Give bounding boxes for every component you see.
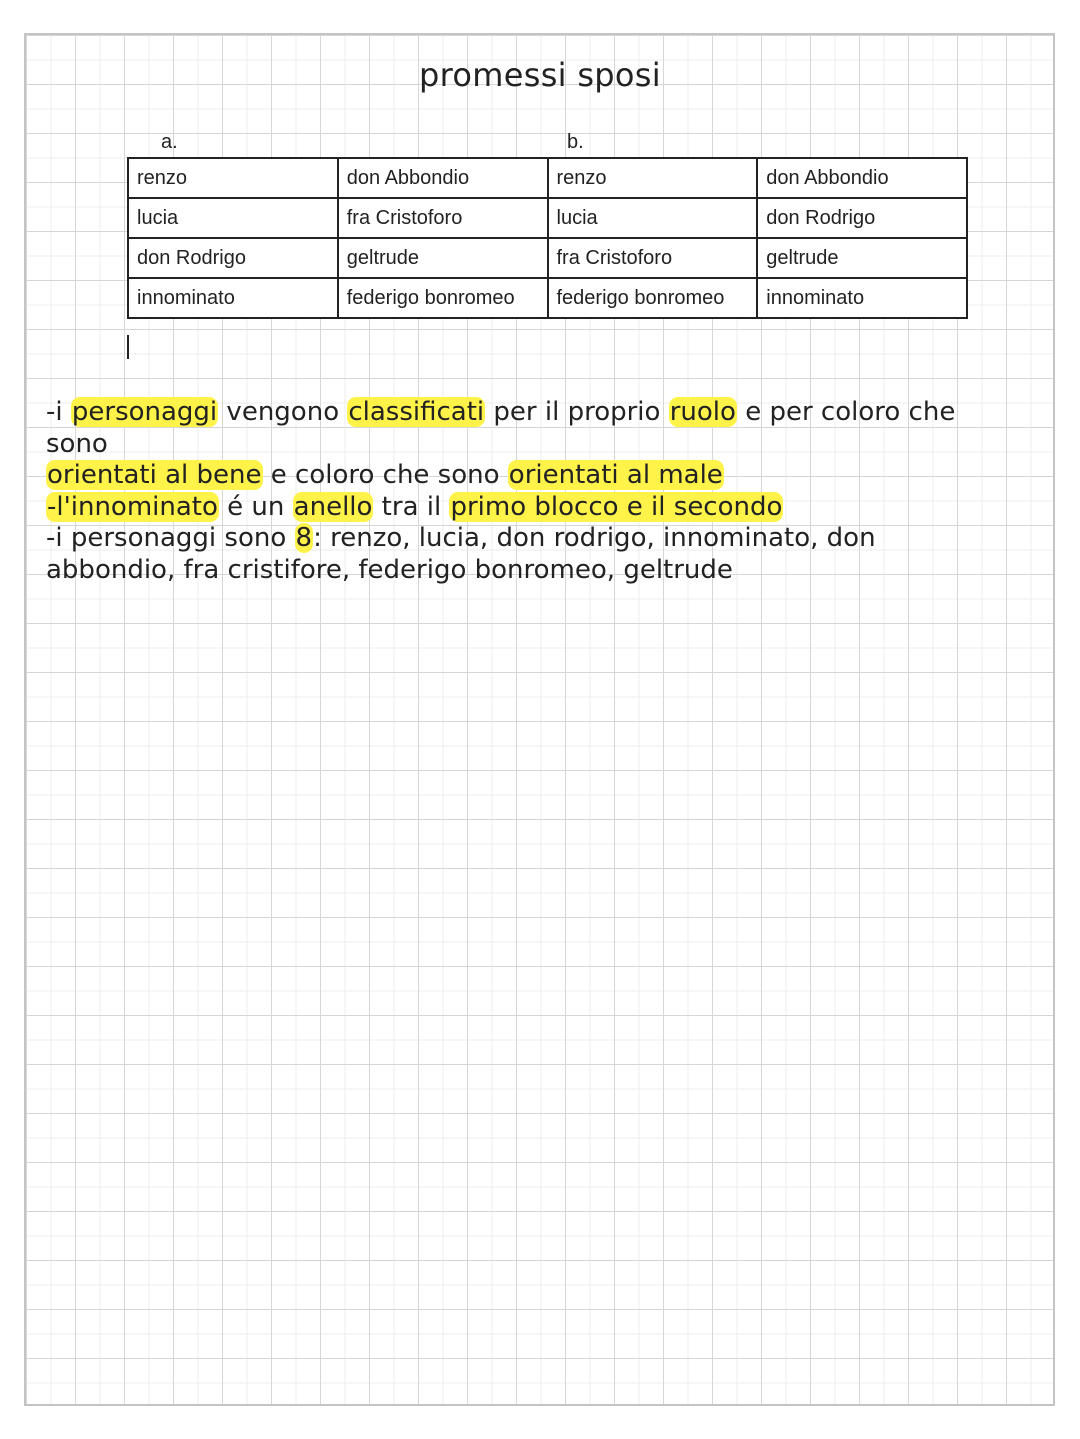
characters-table bbox=[127, 157, 968, 319]
note-line-2 bbox=[46, 460, 1006, 492]
highlighted-text: classificati bbox=[348, 397, 485, 427]
table-cell: don Rodrigo bbox=[128, 238, 338, 278]
table-cell: renzo bbox=[548, 158, 758, 198]
table-cell: renzo bbox=[128, 158, 338, 198]
note-text: tra il bbox=[373, 491, 450, 522]
highlighted-text: personaggi bbox=[71, 397, 218, 427]
table-row bbox=[128, 278, 967, 318]
highlighted-text: anello bbox=[293, 491, 373, 522]
note-text: e per coloro che sono bbox=[46, 397, 956, 459]
table-cell: lucia bbox=[548, 198, 758, 238]
table-cell: innominato bbox=[128, 278, 338, 318]
note-text: -i personaggi sono bbox=[46, 523, 295, 553]
note-line-4 bbox=[46, 523, 1006, 586]
notes-block bbox=[46, 397, 1006, 586]
note-text: é un bbox=[218, 491, 293, 522]
note-text: : renzo, lucia, don rodrigo, innominato, don abbondio, fra cristifore, federigo bonromeo, geltrude bbox=[46, 523, 876, 585]
table-row bbox=[128, 198, 967, 238]
table-row bbox=[128, 238, 967, 278]
table-stray-line bbox=[127, 335, 129, 359]
table-cell: fra Cristoforo bbox=[338, 198, 548, 238]
table-cell: federigo bonromeo bbox=[338, 278, 548, 318]
table-cell: geltrude bbox=[338, 238, 548, 278]
table-label-b: b. bbox=[567, 131, 584, 153]
table-row bbox=[128, 158, 967, 198]
highlighted-text: primo blocco e il secondo bbox=[450, 491, 783, 522]
highlighted-text: -l'innominato bbox=[47, 491, 218, 522]
table-cell: federigo bonromeo bbox=[548, 278, 758, 318]
note-text: -i bbox=[46, 397, 71, 427]
note-text: e coloro che sono bbox=[262, 460, 508, 490]
highlighted-text: orientati al bene bbox=[47, 460, 262, 490]
highlighted-text: ruolo bbox=[669, 397, 736, 427]
highlighted-text: orientati al male bbox=[508, 460, 723, 490]
note-line-3 bbox=[46, 492, 1006, 524]
table-label-a: a. bbox=[161, 131, 178, 153]
highlighted-text: 8 bbox=[295, 523, 313, 553]
table-cell: don Abbondio bbox=[757, 158, 967, 198]
note-text: per il proprio bbox=[485, 397, 669, 427]
note-line-1 bbox=[46, 397, 1006, 460]
table-cell: fra Cristoforo bbox=[548, 238, 758, 278]
table-cell: innominato bbox=[757, 278, 967, 318]
table-cell: lucia bbox=[128, 198, 338, 238]
page-title: promessi sposi bbox=[419, 56, 661, 94]
table-cell: don Abbondio bbox=[338, 158, 548, 198]
table-cell: geltrude bbox=[757, 238, 967, 278]
note-text: vengono bbox=[218, 397, 348, 427]
table-cell: don Rodrigo bbox=[757, 198, 967, 238]
